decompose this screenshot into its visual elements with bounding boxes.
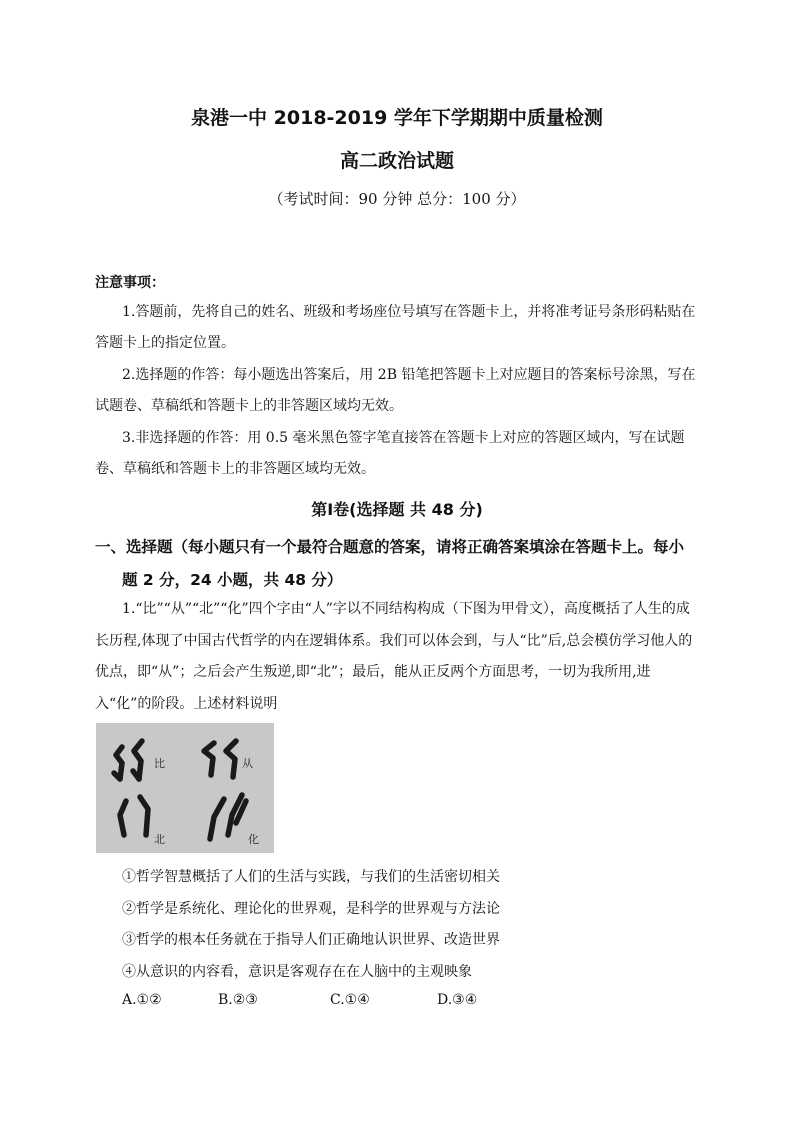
- figure-label-cong: 从: [242, 757, 253, 770]
- answer-choices: [122, 992, 542, 1012]
- statement-2: ②哲学是系统化、理论化的世界观，是科学的世界观与方法论: [122, 901, 500, 917]
- part-heading-line1: 一、选择题（每小题只有一个最符合题意的答案，请将正确答案填涂在答题卡上。每小: [95, 538, 685, 556]
- question-1-stem: 1.“比”“从”“北”“化”四个字由“人”字以不同结构构成（下图为甲骨文），高度概括了人生的成长历程,体现了中国古代哲学的内在逻辑体系。我们可以体会到，与人“比”后,总会模仿学习他人的优点，即“从”；之后会产生叛逆,即“北”；最后，能从正反两个方面思考，一切为我所用,进入“化”的阶段。上述材料说明: [95, 601, 693, 712]
- section-title: 第Ⅰ卷(选择题 共 48 分): [311, 500, 483, 519]
- figure-label-bi: 比: [154, 757, 165, 770]
- notes-heading: 注意事项：: [95, 275, 165, 291]
- exam-title: 泉港一中 2018-2019 学年下学期期中质量检测: [191, 107, 603, 129]
- part-heading-line2: 题 2 分，24 小题，共 48 分）: [122, 571, 343, 589]
- choice-a: A.①②: [122, 992, 162, 1008]
- note-item-2: 2.选择题的作答：每小题选出答案后，用 2B 铅笔把答题卡上对应题目的答案标号涂黑，写在试题卷、草稿纸和答题卡上的非答题区域均无效。: [95, 367, 696, 414]
- choice-d: D.③④: [437, 992, 478, 1008]
- figure-label-hua: 化: [248, 833, 259, 846]
- statement-4: ④从意识的内容看，意识是客观存在在人脑中的主观映象: [122, 964, 472, 980]
- statement-3: ③哲学的根本任务就在于指导人们正确地认识世界、改造世界: [122, 932, 500, 948]
- exam-time-score: （考试时间：90 分钟 总分：100 分）: [268, 190, 526, 208]
- choice-b: B.②③: [218, 992, 258, 1008]
- oracle-bone-image: [96, 723, 274, 853]
- exam-subtitle: 高二政治试题: [339, 150, 454, 172]
- choice-c: C.①④: [330, 992, 370, 1008]
- note-item-3: 3.非选择题的作答：用 0.5 毫米黑色签字笔直接答在答题卡上对应的答题区域内，写在试题卷、草稿纸和答题卡上的非答题区域均无效。: [95, 430, 685, 477]
- statement-1: ①哲学智慧概括了人们的生活与实践，与我们的生活密切相关: [122, 869, 500, 885]
- part-heading: [95, 531, 705, 597]
- oracle-bone-figure: [96, 723, 274, 853]
- note-item-1: 1.答题前，先将自己的姓名、班级和考场座位号填写在答题卡上，并将准考证号条形码粘贴在答题卡上的指定位置。: [95, 304, 696, 351]
- figure-label-bei: 北: [154, 833, 165, 846]
